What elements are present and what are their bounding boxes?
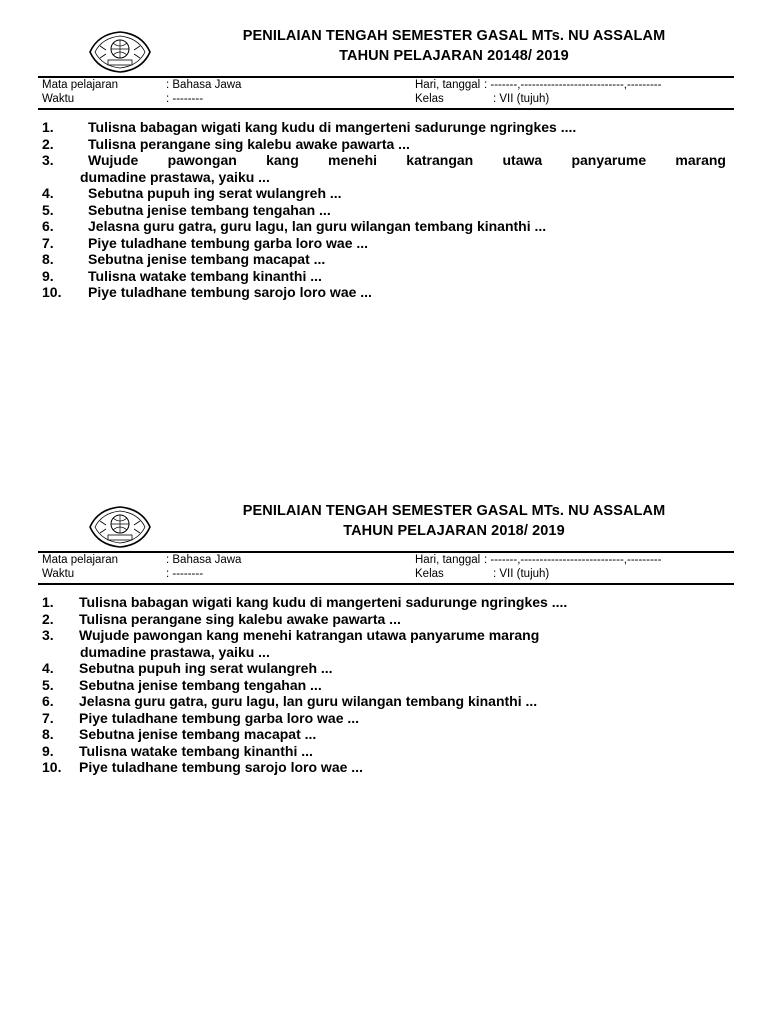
question-number: 3. — [42, 627, 54, 643]
subject-value: : Bahasa Jawa — [166, 554, 242, 566]
question-text: Tulisna babagan wigati kang kudu di mangerteni sadurunge ngringkes .... — [88, 119, 577, 135]
question-item — [42, 235, 726, 252]
question-text: Tulisna watake tembang kinanthi ... — [88, 267, 322, 284]
question-text: Tulisna watake tembang kinanthi ... — [79, 742, 313, 759]
subject-label: Mata pelajaran — [42, 79, 119, 91]
question-item — [42, 185, 726, 202]
question-text: Piye tuladhane tembung sarojo loro wae ... — [79, 759, 363, 775]
question-text: Sebutna jenise tembang tengahan ... — [79, 676, 322, 693]
time-value: : -------- — [166, 568, 204, 580]
subject-label: Mata pelajaran — [42, 554, 119, 566]
question-number: 10. — [42, 759, 62, 775]
question-number: 8. — [42, 726, 54, 742]
question-text: Sebutna jenise tembang macapat ... — [88, 251, 326, 267]
question-number: 9. — [42, 267, 54, 284]
question-number: 9. — [42, 742, 54, 759]
school-emblem-icon — [86, 503, 154, 551]
school-emblem-icon — [86, 28, 154, 76]
question-text-continued: dumadine prastawa, yaiku ... — [80, 643, 270, 660]
question-text: Sebutna pupuh ing serat wulangreh ... — [88, 185, 342, 201]
question-item — [42, 136, 726, 153]
question-item — [42, 284, 726, 301]
header-divider-bottom — [38, 583, 734, 585]
question-number: 6. — [42, 218, 54, 234]
question-number: 4. — [42, 185, 54, 201]
question-number: 8. — [42, 251, 54, 267]
question-text: Tulisna perangane sing kalebu awake pawarta ... — [88, 135, 410, 152]
subject-value: : Bahasa Jawa — [166, 79, 242, 91]
question-number: 1. — [42, 594, 54, 610]
question-item — [42, 202, 726, 219]
header-divider-bottom — [38, 108, 734, 110]
question-number: 7. — [42, 709, 54, 726]
exam-title: PENILAIAN TENGAH SEMESTER GASAL MTs. NU ASSALAM — [242, 28, 666, 44]
question-item — [42, 726, 726, 743]
class-label: Kelas — [415, 568, 444, 580]
exam-title: PENILAIAN TENGAH SEMESTER GASAL MTs. NU ASSALAM — [242, 503, 666, 519]
time-label: Waktu — [42, 93, 75, 105]
question-item — [42, 218, 726, 235]
class-value: : VII (tujuh) — [493, 93, 550, 105]
question-item — [42, 594, 726, 611]
academic-year-title: TAHUN PELAJARAN 20148/ 2019 — [339, 48, 569, 64]
question-list — [42, 594, 726, 776]
time-label: Waktu — [42, 568, 75, 580]
question-text: Piye tuladhane tembung sarojo loro wae ... — [88, 284, 372, 300]
question-item — [42, 251, 726, 268]
question-item — [42, 268, 726, 285]
question-text: Sebutna pupuh ing serat wulangreh ... — [79, 660, 333, 676]
question-text: Sebutna jenise tembang macapat ... — [79, 726, 317, 742]
question-text: Piye tuladhane tembung garba loro wae ... — [88, 234, 369, 251]
question-item — [42, 119, 726, 136]
question-item — [42, 693, 726, 710]
question-text: Wujude pawongan kang menehi katrangan utawa panyarume marang — [79, 627, 540, 643]
question-text: Sebutna jenise tembang tengahan ... — [88, 201, 331, 218]
date-label: Hari, tanggal — [415, 554, 481, 566]
question-text-continued: dumadine prastawa, yaiku ... — [80, 168, 270, 185]
question-number: 2. — [42, 610, 54, 627]
date-label: Hari, tanggal — [415, 79, 481, 91]
time-value: : -------- — [166, 93, 204, 105]
class-value: : VII (tujuh) — [493, 568, 550, 580]
academic-year-title: TAHUN PELAJARAN 2018/ 2019 — [343, 523, 565, 539]
question-item — [42, 660, 726, 677]
question-item — [42, 743, 726, 760]
question-item — [42, 710, 726, 727]
question-number: 1. — [42, 119, 54, 135]
question-text: Tulisna perangane sing kalebu awake pawarta ... — [79, 610, 401, 627]
question-number: 7. — [42, 234, 54, 251]
question-number: 5. — [42, 201, 54, 218]
question-text: Wujude pawongan kang menehi katrangan utawa panyarume marang — [88, 152, 726, 168]
question-number: 4. — [42, 660, 54, 676]
question-item — [42, 152, 726, 185]
question-item — [42, 627, 726, 660]
date-value: : -------,---------------------------,--------- — [484, 554, 662, 566]
question-list — [42, 119, 726, 301]
question-text: Jelasna guru gatra, guru lagu, lan guru wilangan tembang kinanthi ... — [88, 218, 547, 234]
question-item — [42, 759, 726, 776]
question-number: 5. — [42, 676, 54, 693]
question-item — [42, 677, 726, 694]
question-number: 10. — [42, 284, 62, 300]
question-item — [42, 611, 726, 628]
question-text: Jelasna guru gatra, guru lagu, lan guru wilangan tembang kinanthi ... — [79, 693, 538, 709]
class-label: Kelas — [415, 93, 444, 105]
question-number: 2. — [42, 135, 54, 152]
question-number: 6. — [42, 693, 54, 709]
question-number: 3. — [42, 152, 54, 168]
date-value: : -------,---------------------------,--------- — [484, 79, 662, 91]
question-text: Tulisna babagan wigati kang kudu di mangerteni sadurunge ngringkes .... — [79, 594, 568, 610]
question-text: Piye tuladhane tembung garba loro wae ... — [79, 709, 360, 726]
